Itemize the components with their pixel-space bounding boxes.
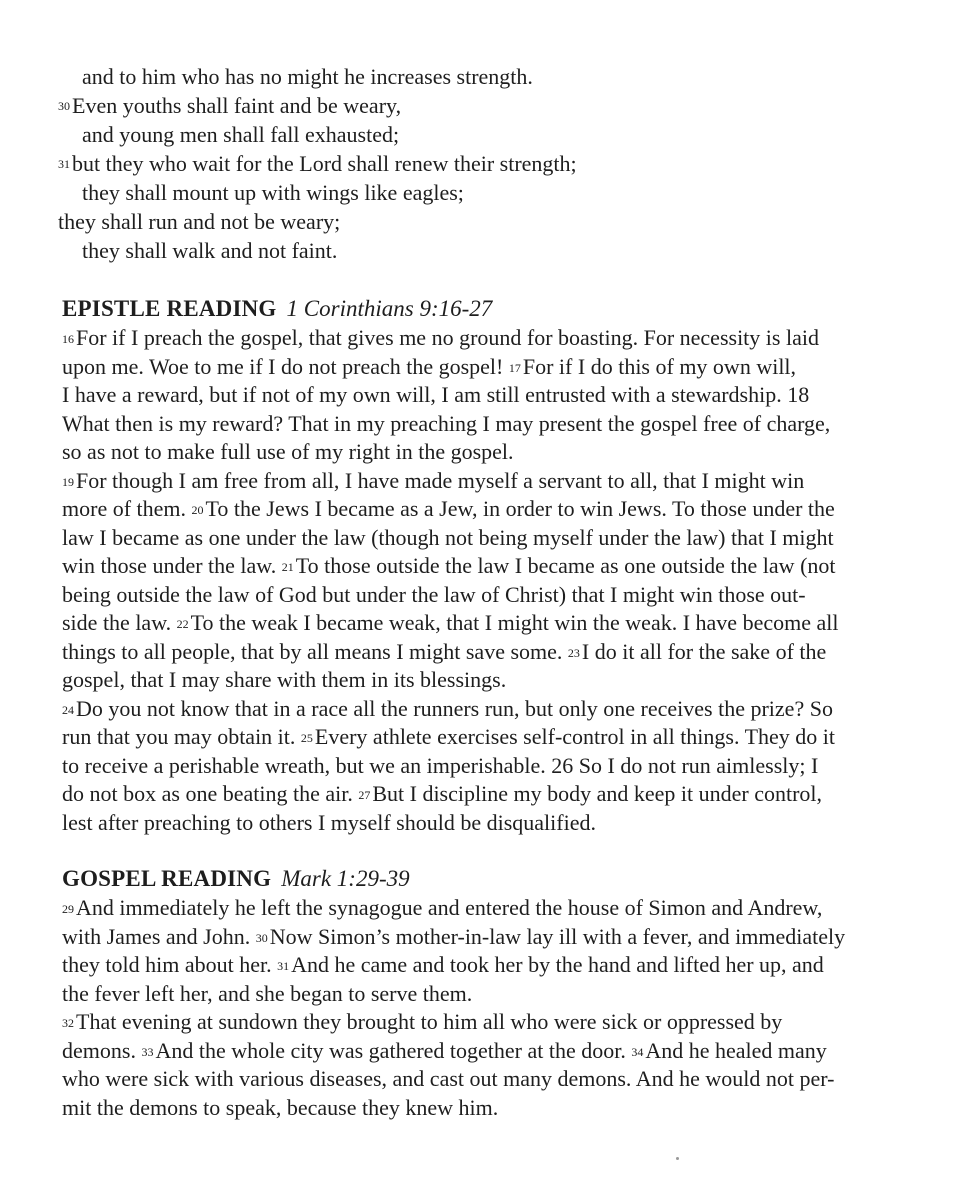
verse-number: 33 <box>141 1044 154 1059</box>
verse-text: I have a reward, but if not of my own will, I am still entrusted with a stewardship. 18 <box>62 382 810 407</box>
verse-text: For if I do this of my own will, <box>522 353 797 379</box>
text-line <box>62 666 922 695</box>
text-line <box>62 1065 922 1094</box>
poem-block <box>58 62 918 265</box>
verse-text: with James and John. <box>62 923 256 949</box>
verse-number: 19 <box>62 474 74 489</box>
poem-line: $^{30}$Even youths shall faint and be weary, <box>58 93 402 118</box>
verse-text: mit the demons to speak, because they knew him. <box>62 1094 499 1120</box>
verse-number: 31 <box>58 157 70 171</box>
verse-text: Every athlete exercises self-control in all things. They do it <box>314 724 836 749</box>
verse-text: things to all people, that by all means I might save some. <box>62 638 568 664</box>
verse-number: 25 <box>300 731 313 745</box>
text-line <box>62 524 922 553</box>
epistle-heading <box>62 294 922 324</box>
verse-number: 29 <box>62 902 74 916</box>
verse-text: more of them. <box>62 496 192 521</box>
gospel-reference: Mark 1:29-39 <box>281 866 410 891</box>
text-line <box>62 894 922 923</box>
verse-number: 32 <box>62 1016 74 1030</box>
scan-speck <box>676 1157 679 1160</box>
verse-number: 34 <box>631 1044 644 1059</box>
text-line <box>62 324 922 353</box>
verse-text: they told him about her. <box>62 952 278 977</box>
verse-text: And he came and took her by the hand and lifted her up, and <box>291 952 824 977</box>
verse-number: 17 <box>508 360 521 375</box>
verse-number: 22 <box>176 617 189 631</box>
text-line <box>62 695 922 724</box>
verse-text: And the whole city was gathered together at the door. <box>155 1037 632 1063</box>
poem-line: they shall walk and not faint. <box>82 238 338 263</box>
verse-text: gospel, that I may share with them in its blessings. <box>62 667 507 692</box>
gospel-text <box>62 894 922 1122</box>
verse-text: being outside the law of God but under the law of Christ) that I might win those out- <box>62 581 806 607</box>
text-line <box>62 467 922 496</box>
verse-number: 31 <box>277 959 290 973</box>
poem-line: they shall run and not be weary; <box>58 209 341 234</box>
epistle-title: EPISTLE READING <box>62 296 277 321</box>
verse-text: run that you may obtain it. <box>62 724 301 749</box>
text-line <box>62 809 922 838</box>
verse-number: 21 <box>281 560 294 574</box>
verse-text: Do you not know that in a race all the runners run, but only one receives the prize? So <box>76 695 833 721</box>
text-line <box>62 951 922 980</box>
text-line <box>62 381 922 410</box>
text-line <box>62 638 922 667</box>
verse-text: But I discipline my body and keep it under control, <box>372 781 823 806</box>
text-line <box>62 752 922 781</box>
text-line <box>62 353 922 382</box>
verse-text: the fever left her, and she began to serve them. <box>62 980 473 1006</box>
verse-text: win those under the law. <box>62 553 282 578</box>
verse-number: 24 <box>62 702 74 717</box>
text-line <box>62 1008 922 1037</box>
verse-text: do not box as one beating the air. <box>62 781 359 806</box>
text-line <box>62 581 922 610</box>
verse-text: so as not to make full use of my right in the gospel. <box>62 439 514 464</box>
verse-text: who were sick with various diseases, and cast out many demons. And he would not per- <box>62 1066 835 1091</box>
verse-text: I do it all for the sake of the <box>581 638 827 664</box>
text-line <box>62 1094 922 1123</box>
verse-number: 30 <box>58 99 70 113</box>
text-line <box>62 980 922 1009</box>
text-line <box>62 552 922 581</box>
poem-line: they shall mount up with wings like eagles; <box>82 180 464 205</box>
verse-text: Now Simon’s mother-in-law lay ill with a fever, and immediately <box>269 923 846 949</box>
verse-text: What then is my reward? That in my preaching I may present the gospel free of charge, <box>62 410 831 436</box>
epistle-reading-section <box>62 294 922 837</box>
verse-text: law I became as one under the law (though not being myself under the law) that I might <box>62 524 834 550</box>
verse-number: 30 <box>255 930 268 945</box>
gospel-reading-section <box>62 864 922 1122</box>
verse-text: lest after preaching to others I myself should be disqualified. <box>62 809 596 835</box>
epistle-text <box>62 324 922 837</box>
verse-text: side the law. <box>62 610 177 635</box>
text-line <box>62 410 922 439</box>
verse-text: To the Jews I became as a Jew, in order to win Jews. To those under the <box>205 496 835 521</box>
verse-text: And immediately he left the synagogue and entered the house of Simon and Andrew, <box>76 895 823 920</box>
text-line <box>62 609 922 638</box>
verse-number: 16 <box>62 332 74 346</box>
text-line <box>62 1037 922 1066</box>
verse-text: demons. <box>62 1037 142 1063</box>
verse-text: For though I am free from all, I have made myself a servant to all, that I might win <box>76 467 805 493</box>
verse-text: For if I preach the gospel, that gives me no ground for boasting. For necessity is laid <box>76 325 819 350</box>
verse-number: 20 <box>191 503 204 517</box>
verse-number: 23 <box>567 645 580 660</box>
verse-text: to receive a perishable wreath, but we an imperishable. 26 So I do not run aimlessly; I <box>62 752 819 778</box>
verse-text: To the weak I became weak, that I might win the weak. I have become all <box>190 610 839 635</box>
verse-text: upon me. Woe to me if I do not preach the gospel! <box>62 353 509 379</box>
text-line <box>62 495 922 524</box>
text-line <box>62 923 922 952</box>
verse-text: And he healed many <box>645 1037 827 1063</box>
gospel-title: GOSPEL READING <box>62 866 272 891</box>
poem-line: and to him who has no might he increases strength. <box>82 64 533 89</box>
text-line <box>62 438 922 467</box>
epistle-reference: 1 Corinthians 9:16-27 <box>286 296 493 321</box>
gospel-heading <box>62 864 922 894</box>
verse-text: That evening at sundown they brought to him all who were sick or oppressed by <box>76 1009 783 1034</box>
text-line <box>62 780 922 809</box>
verse-text: To those outside the law I became as one outside the law (not <box>295 553 836 578</box>
poem-line: $^{31}$but they who wait for the Lord shall renew their strength; <box>58 151 577 176</box>
verse-number: 27 <box>358 788 371 802</box>
text-line <box>62 723 922 752</box>
poem-line: and young men shall fall exhausted; <box>82 122 400 147</box>
